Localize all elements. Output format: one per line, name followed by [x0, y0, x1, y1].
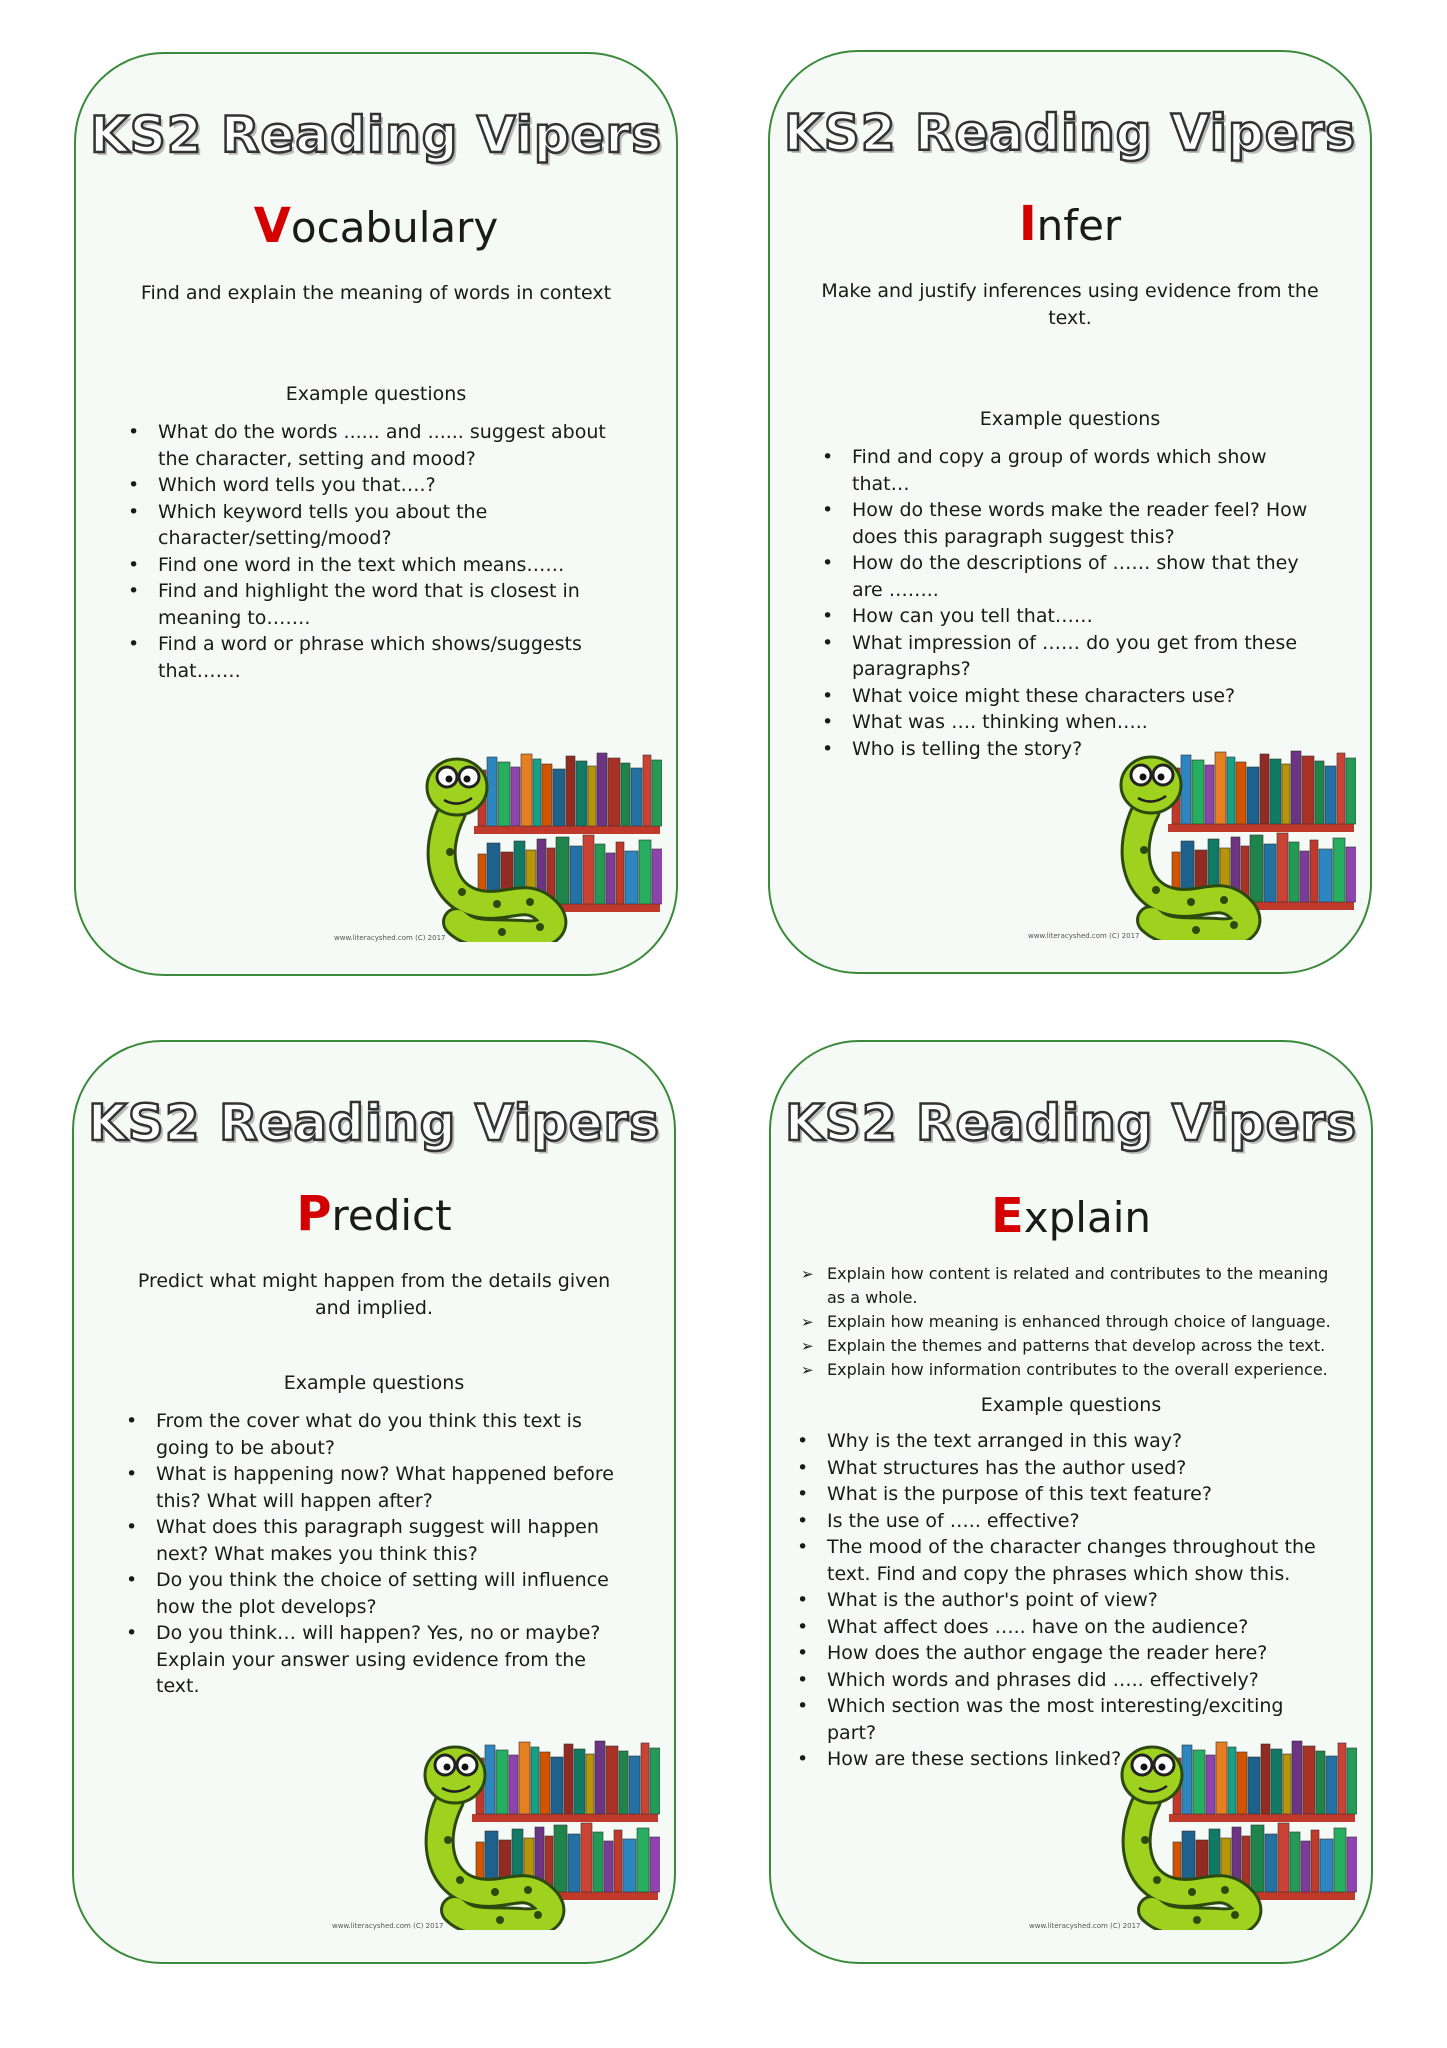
book — [629, 1756, 640, 1814]
list-item: • Find and highlight the word that is closest in meaning to……. — [128, 578, 636, 631]
book — [1346, 758, 1356, 824]
book — [1282, 764, 1290, 824]
skill-initial: P — [296, 1186, 332, 1242]
snake-head — [1121, 757, 1181, 813]
book — [1250, 835, 1263, 902]
snake-spot — [1188, 1888, 1196, 1896]
book — [556, 837, 569, 904]
list-item: • What impression of …… do you get from these paragraphs? — [822, 630, 1330, 683]
list-item: • How do these words make the reader feel? How does this paragraph suggest this? — [822, 497, 1330, 550]
book — [593, 1832, 603, 1892]
book — [583, 835, 594, 904]
snake-pupil-right — [1158, 774, 1165, 781]
book — [1283, 1754, 1291, 1814]
bookshelf-top-plank — [474, 826, 660, 834]
book — [1325, 766, 1336, 824]
book — [533, 759, 541, 826]
skill-heading — [771, 1188, 1371, 1244]
list-item: • Which section was the most interesting/exciting part? — [797, 1693, 1331, 1746]
book — [586, 1754, 594, 1814]
question-list — [126, 1408, 634, 1700]
book — [1315, 761, 1324, 824]
snake-pupil-right — [464, 776, 471, 783]
snake-spot — [446, 848, 454, 856]
snake-head — [425, 1747, 485, 1803]
book — [650, 1748, 660, 1814]
book — [614, 1830, 622, 1892]
book — [1319, 849, 1332, 902]
book — [1205, 765, 1214, 824]
book — [1228, 1747, 1236, 1814]
snake-pupil-left — [444, 1764, 451, 1771]
list-item: ➢ Explain the themes and patterns that develop across the text. — [801, 1334, 1331, 1358]
book — [606, 1746, 618, 1814]
book — [1216, 1742, 1227, 1814]
book — [1290, 1832, 1300, 1892]
example-questions-heading: Example questions — [283, 1372, 465, 1394]
list-item: • Is the use of ….. effective? — [797, 1508, 1331, 1535]
list-item: • Which keyword tells you about the character/setting/mood? — [128, 499, 636, 552]
book — [1251, 1825, 1264, 1892]
snake-spot — [524, 1886, 532, 1894]
skill-heading — [76, 198, 676, 254]
skill-initial: E — [990, 1188, 1024, 1244]
book — [1301, 1841, 1310, 1892]
list-item: ➢ Explain how content is related and contributes to the meaning as a whole. — [801, 1262, 1331, 1310]
snake-pupil-left — [1141, 1764, 1148, 1771]
snake-spot — [534, 1911, 542, 1919]
book — [650, 1837, 660, 1892]
book — [1346, 847, 1356, 902]
book — [519, 1742, 530, 1814]
snake-spot — [1153, 1876, 1161, 1884]
book — [625, 851, 638, 904]
book — [531, 1747, 539, 1814]
book — [1237, 1752, 1247, 1814]
book — [509, 1755, 518, 1814]
book — [1347, 1837, 1357, 1892]
infer-card — [768, 50, 1372, 974]
book — [619, 1751, 628, 1814]
book — [1302, 756, 1314, 824]
book — [588, 766, 596, 826]
book — [616, 842, 624, 904]
book — [568, 1834, 580, 1892]
list-item: • From the cover what do you think this text is going to be about? — [126, 1408, 634, 1461]
book — [1278, 1823, 1289, 1892]
list-item: • The mood of the character changes throughout the text. Find and copy the phrases which show this. — [797, 1534, 1331, 1587]
list-item: • What voice might these characters use? — [822, 683, 1330, 710]
book — [1248, 1757, 1260, 1814]
snake-spot — [1230, 921, 1238, 929]
book — [597, 753, 607, 826]
book — [485, 1745, 495, 1814]
book — [1261, 1744, 1270, 1814]
list-item: • Find a word or phrase which shows/suggests that……. — [128, 631, 636, 684]
bookshelf-top-plank — [472, 1814, 658, 1822]
snake-spot — [498, 928, 506, 936]
question-list — [128, 419, 636, 684]
example-questions-heading: Example questions — [979, 408, 1161, 430]
skill-initial: I — [1018, 196, 1037, 252]
footer-credit: www.literacyshed.com (C) 2017 — [334, 934, 446, 942]
card-title: KS2 Reading Vipers — [88, 1094, 660, 1152]
book — [487, 757, 497, 826]
book — [564, 1744, 573, 1814]
question-list — [822, 444, 1330, 762]
book — [643, 755, 651, 826]
list-item: • What does this paragraph suggest will happen next? What makes you think this? — [126, 1514, 634, 1567]
snake-spot — [1141, 1836, 1149, 1844]
skill-heading — [770, 196, 1370, 252]
bookshelf-top-plank — [1168, 824, 1354, 832]
book — [1260, 754, 1269, 824]
snake-pupil-left — [1140, 774, 1147, 781]
list-item: ➢ Explain how meaning is enhanced through choice of language. — [801, 1310, 1331, 1334]
snake-spot — [1152, 886, 1160, 894]
snake-bookshelf-illustration — [410, 1730, 660, 1930]
book — [542, 764, 552, 826]
card-title: KS2 Reading Vipers — [784, 104, 1356, 162]
skill-rest: xplain — [1023, 1193, 1151, 1242]
book — [621, 763, 630, 826]
book — [551, 1757, 563, 1814]
card-title: KS2 Reading Vipers — [785, 1094, 1357, 1152]
book — [1215, 752, 1226, 824]
book — [1271, 1749, 1282, 1814]
book — [608, 758, 620, 826]
book — [1264, 844, 1276, 902]
book — [1289, 842, 1299, 902]
list-item: • What is the author's point of view? — [797, 1587, 1331, 1614]
book — [566, 756, 575, 826]
book — [511, 767, 520, 826]
book — [1338, 1743, 1346, 1814]
snake-spot — [456, 1876, 464, 1884]
book — [540, 1752, 550, 1814]
book — [652, 849, 662, 904]
list-item: • What is happening now? What happened before this? What will happen after? — [126, 1461, 634, 1514]
list-item: • Why is the text arranged in this way? — [797, 1428, 1331, 1455]
book — [1337, 753, 1345, 824]
snake-spot — [1231, 1911, 1239, 1919]
skill-rest: redict — [331, 1191, 452, 1240]
book — [1311, 1830, 1319, 1892]
book — [1270, 759, 1281, 824]
skill-description: Find and explain the meaning of words in context — [140, 282, 612, 304]
book — [623, 1839, 636, 1892]
book — [631, 768, 642, 826]
footer-credit: www.literacyshed.com (C) 2017 — [332, 1922, 444, 1930]
book — [1303, 1746, 1315, 1814]
book — [1347, 1748, 1357, 1814]
book — [1316, 1751, 1325, 1814]
list-item: • Do you think… will happen? Yes, no or maybe? Explain your answer using evidence from the text. — [126, 1620, 634, 1700]
list-item: • How does the author engage the reader here? — [797, 1640, 1331, 1667]
list-item: • What is the purpose of this text feature? — [797, 1481, 1331, 1508]
skill-description: Predict what might happen from the details given and implied. — [137, 1270, 611, 1319]
snake-pupil-right — [462, 1764, 469, 1771]
book — [1300, 851, 1309, 902]
book — [574, 1749, 585, 1814]
book — [637, 1828, 649, 1892]
book — [1326, 1756, 1337, 1814]
snake-spot — [1193, 1916, 1201, 1924]
snake-spot — [1221, 1886, 1229, 1894]
snake-spot — [1220, 896, 1228, 904]
book — [1277, 833, 1288, 902]
snake-spot — [1192, 926, 1200, 934]
card-title: KS2 Reading Vipers — [90, 106, 662, 164]
snake-bookshelf-illustration — [1107, 1730, 1357, 1930]
example-questions-heading: Example questions — [980, 1394, 1162, 1416]
list-item: • Find one word in the text which means…… — [128, 552, 636, 579]
book — [606, 853, 615, 904]
skill-description: Make and justify inferences using evidence from the text. — [821, 280, 1319, 329]
book — [553, 769, 565, 826]
bookshelf-top-plank — [1169, 1814, 1355, 1822]
list-item: • How are these sections linked? — [797, 1746, 1331, 1773]
snake-spot — [526, 898, 534, 906]
vocabulary-card — [74, 52, 678, 976]
book — [1334, 1828, 1346, 1892]
snake-spot — [444, 1836, 452, 1844]
skill-rest: nfer — [1036, 201, 1122, 250]
book — [554, 1825, 567, 1892]
list-item: • What affect does ….. have on the audience? — [797, 1614, 1331, 1641]
book — [570, 846, 582, 904]
snake-spot — [496, 1916, 504, 1924]
list-item: • What structures has the author used? — [797, 1455, 1331, 1482]
book — [521, 754, 532, 826]
book — [1227, 757, 1235, 824]
footer-credit: www.literacyshed.com (C) 2017 — [1028, 932, 1140, 940]
skill-initial: V — [253, 198, 291, 254]
snake-head — [1122, 1747, 1182, 1803]
explain-card — [769, 1040, 1373, 1964]
book — [1193, 1750, 1205, 1814]
book — [641, 1743, 649, 1814]
snake-bookshelf-illustration — [412, 742, 662, 942]
list-item: • What was …. thinking when….. — [822, 709, 1330, 736]
book — [1265, 1834, 1277, 1892]
book — [595, 1741, 605, 1814]
list-item: • Find and copy a group of words which show that… — [822, 444, 1330, 497]
book — [595, 844, 605, 904]
book — [581, 1823, 592, 1892]
book — [652, 760, 662, 826]
book — [604, 1841, 613, 1892]
explain-points — [801, 1262, 1331, 1382]
snake-spot — [1187, 898, 1195, 906]
snake-pupil-right — [1159, 1764, 1166, 1771]
footer-credit: www.literacyshed.com (C) 2017 — [1029, 1922, 1141, 1930]
snake-spot — [1140, 846, 1148, 854]
book — [1320, 1839, 1333, 1892]
skill-heading — [74, 1186, 674, 1242]
book — [1333, 838, 1345, 902]
list-item: • Do you think the choice of setting will influence how the plot develops? — [126, 1567, 634, 1620]
book — [1206, 1755, 1215, 1814]
list-item: ➢ Explain how information contributes to the overall experience. — [801, 1358, 1331, 1382]
list-item: • How do the descriptions of …… show that they are …….. — [822, 550, 1330, 603]
snake-head — [427, 759, 487, 815]
list-item: • Who is telling the story? — [822, 736, 1330, 763]
skill-rest: ocabulary — [290, 203, 499, 252]
book — [1181, 755, 1191, 824]
book — [576, 761, 587, 826]
predict-card — [72, 1040, 676, 1964]
book — [1236, 762, 1246, 824]
list-item: • What do the words ...... and ...... suggest about the character, setting and mood? — [128, 419, 636, 472]
book — [639, 840, 651, 904]
list-item: • Which word tells you that….? — [128, 472, 636, 499]
list-item: • Which words and phrases did ….. effectively? — [797, 1667, 1331, 1694]
book — [1310, 840, 1318, 902]
book — [1182, 1745, 1192, 1814]
list-item: • How can you tell that…… — [822, 603, 1330, 630]
snake-spot — [493, 900, 501, 908]
snake-bookshelf-illustration — [1106, 740, 1356, 940]
snake-spot — [458, 888, 466, 896]
snake-spot — [491, 1888, 499, 1896]
book — [1247, 767, 1259, 824]
question-list — [797, 1428, 1331, 1773]
example-questions-heading: Example questions — [285, 383, 467, 405]
book — [498, 762, 510, 826]
book — [496, 1750, 508, 1814]
book — [1192, 760, 1204, 824]
snake-pupil-left — [446, 776, 453, 783]
book — [1292, 1741, 1302, 1814]
book — [1291, 751, 1301, 824]
snake-spot — [536, 923, 544, 931]
